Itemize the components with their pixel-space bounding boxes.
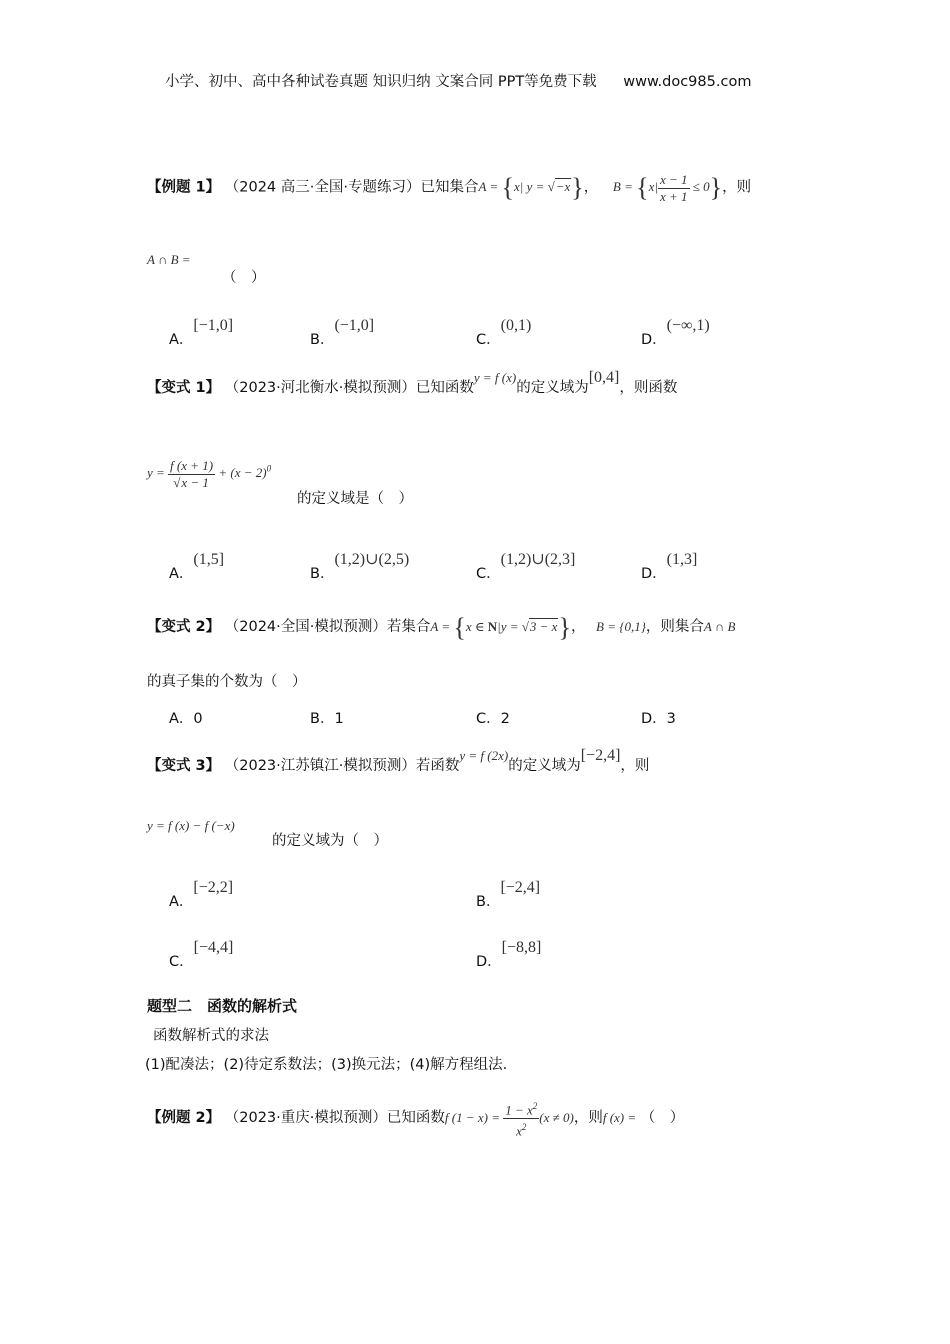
variant-1-tag: 【变式 1】 <box>147 380 221 396</box>
variant-3-option-c[interactable]: C．[−4,4] <box>169 939 234 970</box>
variant-1-question: 的定义域是（ ） <box>297 491 413 507</box>
variant-2-option-a[interactable]: A．0 <box>169 711 203 727</box>
variant-3-option-b[interactable]: B．[−2,4] <box>476 879 541 910</box>
example-2-tag: 【例题 2】 <box>147 1109 221 1126</box>
example-1-intersection: A ∩ B = <box>147 252 191 267</box>
variant-3-line1: 【变式 3】 （2023·江苏镇江·模拟预测）若函数y = f (2x)的定义域为[−2,4]，则 <box>147 747 650 774</box>
example-1-option-a[interactable]: A．[−1,0] <box>169 317 234 348</box>
variant-1-function-expr: y = $\frac{f (x + 1)}{√x - 1}$ + $(x - 2)^0$ <box>147 458 272 490</box>
variant-2-option-c[interactable]: C．2 <box>476 711 510 727</box>
variant-1-option-c[interactable]: C．(1,2)∪(2,3] <box>476 551 576 582</box>
example-2-line1: 【例题 2】 （2023·重庆·模拟预测）已知函数f (1 − x) = $\frac{1 - x^2}{x^2}$ (x ≠ 0)，则f (x) = （ ） <box>147 1098 684 1140</box>
variant-3-question: 的定义域为（ ） <box>272 833 388 849</box>
example-1-option-c[interactable]: C．(0,1) <box>476 317 532 348</box>
example-1-paren: （ ） <box>222 270 266 286</box>
variant-1-option-d[interactable]: D．(1,3] <box>641 551 698 582</box>
example-1-tag: 【例题 1】 <box>147 179 221 196</box>
variant-2-option-b[interactable]: B．1 <box>310 711 344 727</box>
header-title: 小学、初中、高中各种试卷真题 知识归纳 文案合同 PPT等免费下载 <box>165 74 597 90</box>
variant-3-option-d[interactable]: D．[−8,8] <box>476 939 542 970</box>
variant-2-source: （2024·全国·模拟预测）若集合 <box>224 618 431 635</box>
variant-2-set-a: A = {x ∈ N|y = √3 − x} <box>430 613 571 642</box>
variant-2-line1: 【变式 2】 （2024·全国·模拟预测）若集合A = {x ∈ N|y = √3 − x}， B = {0,1}，则集合A ∩ B <box>147 613 736 642</box>
section-methods: (1)配凑法；(2)待定系数法；(3)换元法；(4)解方程组法. <box>145 1057 508 1073</box>
example-1-line1: 【例题 1】 （2024 高三·全国·专题练习）已知集合A = {x| y = √−x}， B = {x| $\frac{x - 1}{x + 1}$ ≤ 0}，则 <box>147 172 752 204</box>
example-2-function-expr: f (1 − x) = $\frac{1 - x^2}{x^2}$ (x ≠ 0) <box>445 1110 574 1125</box>
variant-1-line1: 【变式 1】 （2023·河北衡水·模拟预测）已知函数y = f (x)的定义域为[0,4]，则函数 <box>147 369 678 396</box>
header-banner <box>165 70 751 91</box>
variant-2-option-d[interactable]: D．3 <box>641 711 676 727</box>
variant-2-tag: 【变式 2】 <box>147 618 221 635</box>
example-2-source: （2023·重庆·模拟预测）已知函数 <box>224 1109 445 1126</box>
variant-1-option-b[interactable]: B．(1,2)∪(2,5) <box>310 551 410 582</box>
example-1-source: （2024 高三·全国·专题练习）已知集合 <box>224 179 479 196</box>
example-1-option-b[interactable]: B．(−1,0] <box>310 317 375 348</box>
set-b-expr: B = {x| $\frac{x - 1}{x + 1}$ ≤ 0} <box>612 172 723 204</box>
variant-3-function-expr: y = f (x) − f (−x) <box>147 818 235 833</box>
variant-3-source: （2023·江苏镇江·模拟预测）若函数 <box>224 758 460 774</box>
section-title: 题型二 函数的解析式 <box>147 997 298 1015</box>
set-a-expr: A = {x| y = √−x} <box>478 173 584 203</box>
variant-3-tag: 【变式 3】 <box>147 758 221 774</box>
variant-2-line2: 的真子集的个数为（ ） <box>147 674 307 690</box>
header-url: www.doc985.com <box>623 74 752 90</box>
variant-1-source: （2023·河北衡水·模拟预测）已知函数 <box>224 380 474 396</box>
variant-1-option-a[interactable]: A．(1,5] <box>169 551 225 582</box>
variant-3-option-a[interactable]: A．[−2,2] <box>169 879 234 910</box>
example-1-option-d[interactable]: D．(−∞,1) <box>641 317 710 348</box>
section-subtitle: 函数解析式的求法 <box>153 1028 269 1044</box>
